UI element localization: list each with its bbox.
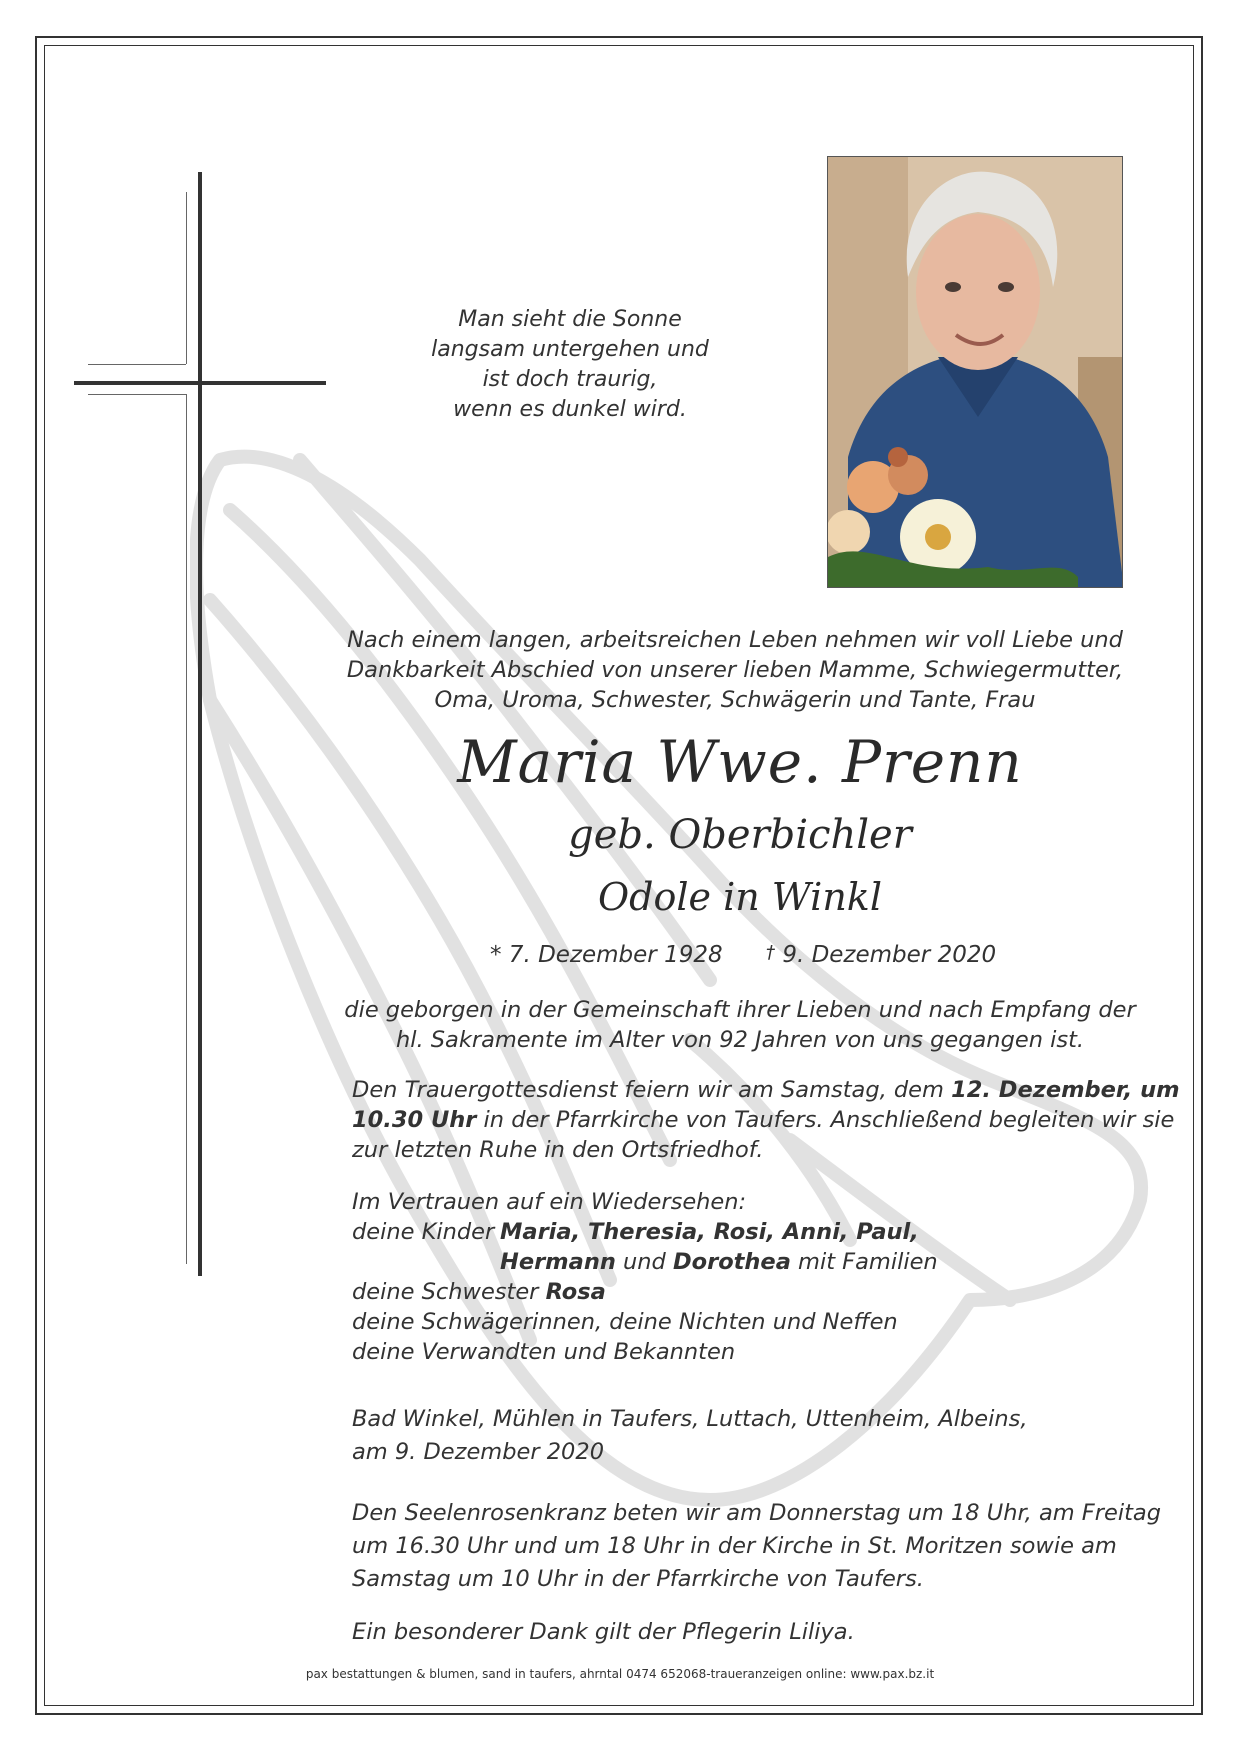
- death-date: [766, 942, 996, 968]
- poem-line: ist doch traurig,: [482, 367, 658, 392]
- portrait-image: [828, 157, 1123, 588]
- service-time: 10.30 Uhr: [352, 1107, 477, 1133]
- mourners-block: [352, 1187, 1122, 1367]
- child-name: Dorothea: [672, 1249, 791, 1275]
- poem-line: langsam untergehen und: [431, 337, 709, 362]
- cross-outline: [186, 192, 187, 364]
- passing-line: hl. Sakramente im Alter von 92 Jahren von uns gegangen ist.: [395, 1027, 1085, 1053]
- child-name: Hermann: [500, 1249, 616, 1275]
- service-text: in der Pfarrkirche von Taufers. Anschließend begleiten wir sie: [476, 1107, 1175, 1133]
- intro-line: Dankbarkeit Abschied von unserer lieben Mamme, Schwiegermutter,: [346, 657, 1124, 683]
- families-text: mit Familien: [790, 1249, 938, 1275]
- date-line: am 9. Dezember 2020: [352, 1439, 605, 1465]
- mourners-heading: Im Vertrauen auf ein Wiedersehen:: [352, 1189, 747, 1215]
- poem-line: wenn es dunkel wird.: [453, 397, 687, 422]
- intro-text: [320, 625, 1150, 715]
- service-text: Den Trauergottesdienst feiern wir am Samstag, dem: [352, 1077, 952, 1103]
- rosary-line: Samstag um 10 Uhr in der Pfarrkirche von Taufers.: [352, 1566, 924, 1592]
- service-line: zur letzten Ruhe in den Ortsfriedhof.: [352, 1137, 764, 1163]
- death-date-text: 9. Dezember 2020: [782, 942, 997, 968]
- passing-text: [330, 995, 1150, 1055]
- connector-text: und: [615, 1249, 673, 1275]
- intro-line: Oma, Uroma, Schwester, Schwägerin und Tante, Frau: [434, 687, 1036, 713]
- intro-line: Nach einem langen, arbeitsreichen Leben nehmen wir voll Liebe und: [347, 627, 1123, 653]
- thanks-text: Ein besonderer Dank gilt der Pflegerin Liliya.: [352, 1619, 855, 1645]
- children-names: Maria, Theresia, Rosi, Anni, Paul,: [500, 1219, 919, 1245]
- rosary-line: Den Seelenrosenkranz beten wir am Donnerstag um 18 Uhr, am Freitag: [352, 1500, 1161, 1526]
- sister-label: deine Schwester: [352, 1279, 546, 1305]
- service-line: [352, 1105, 1175, 1135]
- service-line: [352, 1075, 1180, 1105]
- cross-outline: [186, 394, 187, 1264]
- children-line: [352, 1217, 1122, 1247]
- birth-name: geb. Oberbichler: [568, 812, 912, 858]
- funeral-service-text: [352, 1075, 1180, 1165]
- location-date-block: [352, 1403, 1122, 1469]
- poem-line: Man sieht die Sonne: [458, 307, 682, 332]
- cross-horizontal-bar: [74, 381, 326, 385]
- passing-line: die geborgen in der Gemeinschaft ihrer Lieben und nach Empfang der: [344, 997, 1136, 1023]
- inlaws-line: deine Schwägerinnen, deine Nichten und Neffen: [352, 1309, 898, 1335]
- sister-name: Rosa: [545, 1279, 606, 1305]
- rosary-text: [352, 1497, 1161, 1596]
- children-label: deine Kinder: [352, 1219, 495, 1245]
- service-date: 12. Dezember, um: [951, 1077, 1180, 1103]
- birth-date: * 7. Dezember 1928: [490, 942, 723, 968]
- cross-outline: [88, 394, 186, 395]
- cross-vertical-bar: [198, 172, 202, 1276]
- dagger-icon: †: [766, 942, 775, 963]
- memorial-poem: [410, 305, 730, 425]
- home-place: Odole in Winkl: [598, 875, 882, 919]
- relatives-line: deine Verwandten und Bekannten: [352, 1339, 736, 1365]
- rosary-line: um 16.30 Uhr und um 18 Uhr in der Kirche in St. Moritzen sowie am: [352, 1533, 1117, 1559]
- deceased-name: Maria Wwe. Prenn: [457, 728, 1023, 796]
- portrait-photo: [827, 156, 1123, 588]
- praying-hands-watermark: [190, 440, 1170, 1540]
- cross-outline: [88, 364, 186, 365]
- children-line-2: [352, 1247, 1122, 1277]
- sister-line: [352, 1277, 1122, 1307]
- location-line: Bad Winkel, Mühlen in Taufers, Luttach, Uttenheim, Albeins,: [352, 1406, 1028, 1432]
- footer-imprint: pax bestattungen & blumen, sand in taufers, ahrntal 0474 652068-traueranzeigen online: www.pax.bz.it: [305, 1667, 935, 1681]
